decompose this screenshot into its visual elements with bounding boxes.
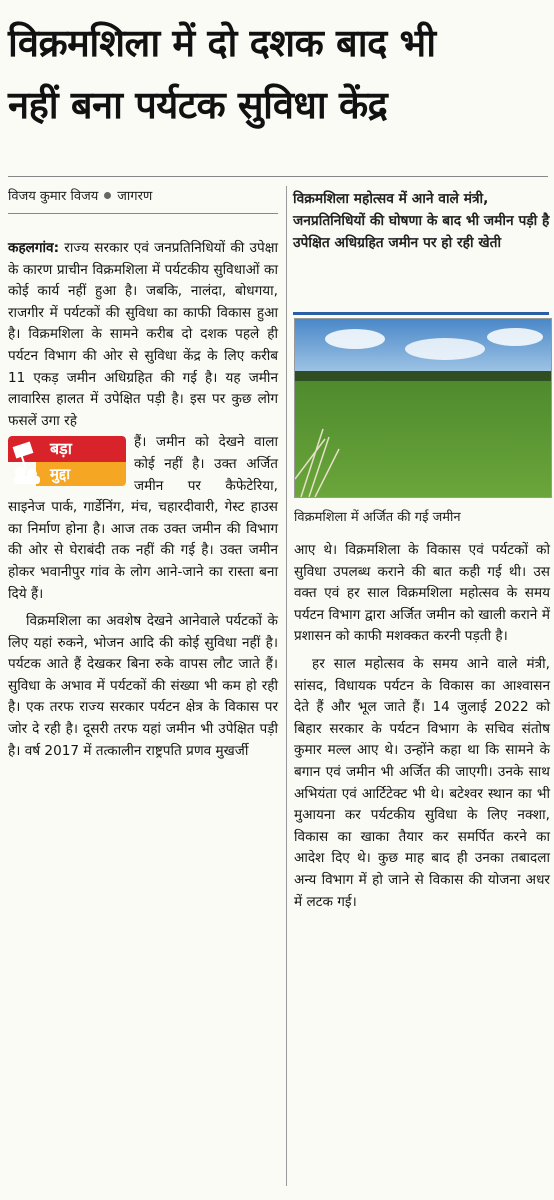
headline-line-2: नहीं बना पर्यटक सुविधा केंद्र [8, 83, 388, 127]
right-paragraph-2: हर साल महोत्सव के समय आने वाले मंत्री, सांसद, विधायक पर्यटन के विकास का आश्वासन देते हैं और भूल जाते हैं। 14 जुलाई 2022 को बिहार सरकार के पर्यटन विभाग के सचिव संतोष कुमार मल्ल आए थे। उन्होंने कहा था कि सामने के बगान एवं जमीन भी अर्जित की जाएगी। उनके साथ अभियंता एवं आर्टिटेक्ट भी थे। बटेश्वर स्थान का भी मुआयना कर पर्यटकीय सुविधा के लिए नक्शा, विकास का खाका तैयार कर समर्पित करने का आदेश दिए थे। कुछ माह बाद ही उनका तबादला अन्य विभाग में हो जाने से विकास की योजना अधर में लटक गई। [294, 655, 550, 910]
dateline: कहलगांव: [8, 240, 60, 256]
headline [8, 12, 548, 136]
field-photo [294, 318, 552, 498]
byline-source: जागरण [117, 189, 153, 204]
paragraph-1-cont: हैं। जमीन को देखने वाला कोई नहीं है। उक्त अर्जित जमीन पर कैफेटेरिया, साइनेज पार्क, गार्डेनिंग, मंच, चहारदीवारी, गेस्ट हाउस का निर्माण होना है। आज तक उक्त जमीन की विभाग की ओर से घेराबंदी तक नहीं की गई है। उक्त जमीन होकर भवानीपुर गांव के लोग आने-जाने का रास्ता बना दिये हैं। [8, 434, 278, 602]
badge-label-1: बड़ा [50, 439, 72, 459]
headline-line-1: विक्रमशिला में दो दशक बाद भी [8, 21, 436, 65]
byline [8, 186, 276, 208]
protest-sign-icon [10, 438, 44, 484]
photo-caption: विक्रमशिला में अर्जित की गई जमीन [294, 510, 461, 525]
bada-mudda-badge [8, 436, 126, 486]
paragraph-2: विक्रमशिला का अवशेष देखने आनेवाले पर्यटकों के लिए यहां रुकने, भोजन आदि की कोई सुविधा नहीं है। पर्यटक आते हैं देखकर बिना रुके वापस लौट जाते हैं। सुविधा के अभाव में पर्यटकों की संख्या भी कम हो रही है। एक तरफ राज्य सरकार पर्यटन क्षेत्र के विकास पर जोर दे रही है। दूसरी तरफ यहां जमीन भी उपेक्षित पड़ी है। वर्ष 2017 में तत्कालीन राष्ट्रपति प्रणव मुखर्जी [8, 613, 278, 759]
highlight-underline [293, 312, 549, 315]
left-column [8, 238, 278, 762]
right-paragraph-1: आए थे। विक्रमशिला के विकास एवं पर्यटकों को सुविधा उपलब्ध कराने की बात कही गई थी। उस वक्त एवं हर साल विक्रमशिला महोत्सव के समय पर्यटन विभाग द्वारा अर्जित जमीन को खाली कराने में प्रशासन को काफी मशक्कत करनी पड़ती है। [294, 542, 550, 645]
paragraph-1 [8, 238, 278, 432]
badge-label-2: मुद्दा [50, 465, 71, 484]
paragraph-1-text-a: राज्य सरकार एवं जनप्रतिनिधियों की उपेक्षा के कारण प्राचीन विक्रमशिला में पर्यटकीय सुविधाओं का कोई कार्य नहीं हुआ है। जबकि, नालंदा, बोधगया, राजगीर में पर्यटकों की सुविधा का काफी विकास हुआ है। विक्रमशिला के सामने करीब दो दशक पहले ही पर्यटन विभाग की ओर से सुविधा केंद्र के लिए करीब 11 एकड़ जमीन अधिग्रहित की गई है। यह जमीन लावारिस हालत में उपेक्षित पड़ी है। इस पर कुछ लोग फसलें उगा रहे [8, 240, 278, 429]
byline-author: विजय कुमार विजय [8, 189, 99, 204]
byline-rule [8, 213, 278, 214]
headline-rule [8, 176, 548, 177]
sidebar-highlight: विक्रमशिला महोत्सव में आने वाले मंत्री, जनप्रतिनिधियों की घोषणा के बाद भी जमीन पड़ी है उपेक्षित अधिग्रहित जमीन पर हो रही खेती [293, 191, 550, 251]
bullet-dot-icon [104, 192, 111, 199]
column-divider [286, 186, 287, 1186]
field-photo-image [295, 319, 551, 497]
right-column [294, 540, 550, 913]
